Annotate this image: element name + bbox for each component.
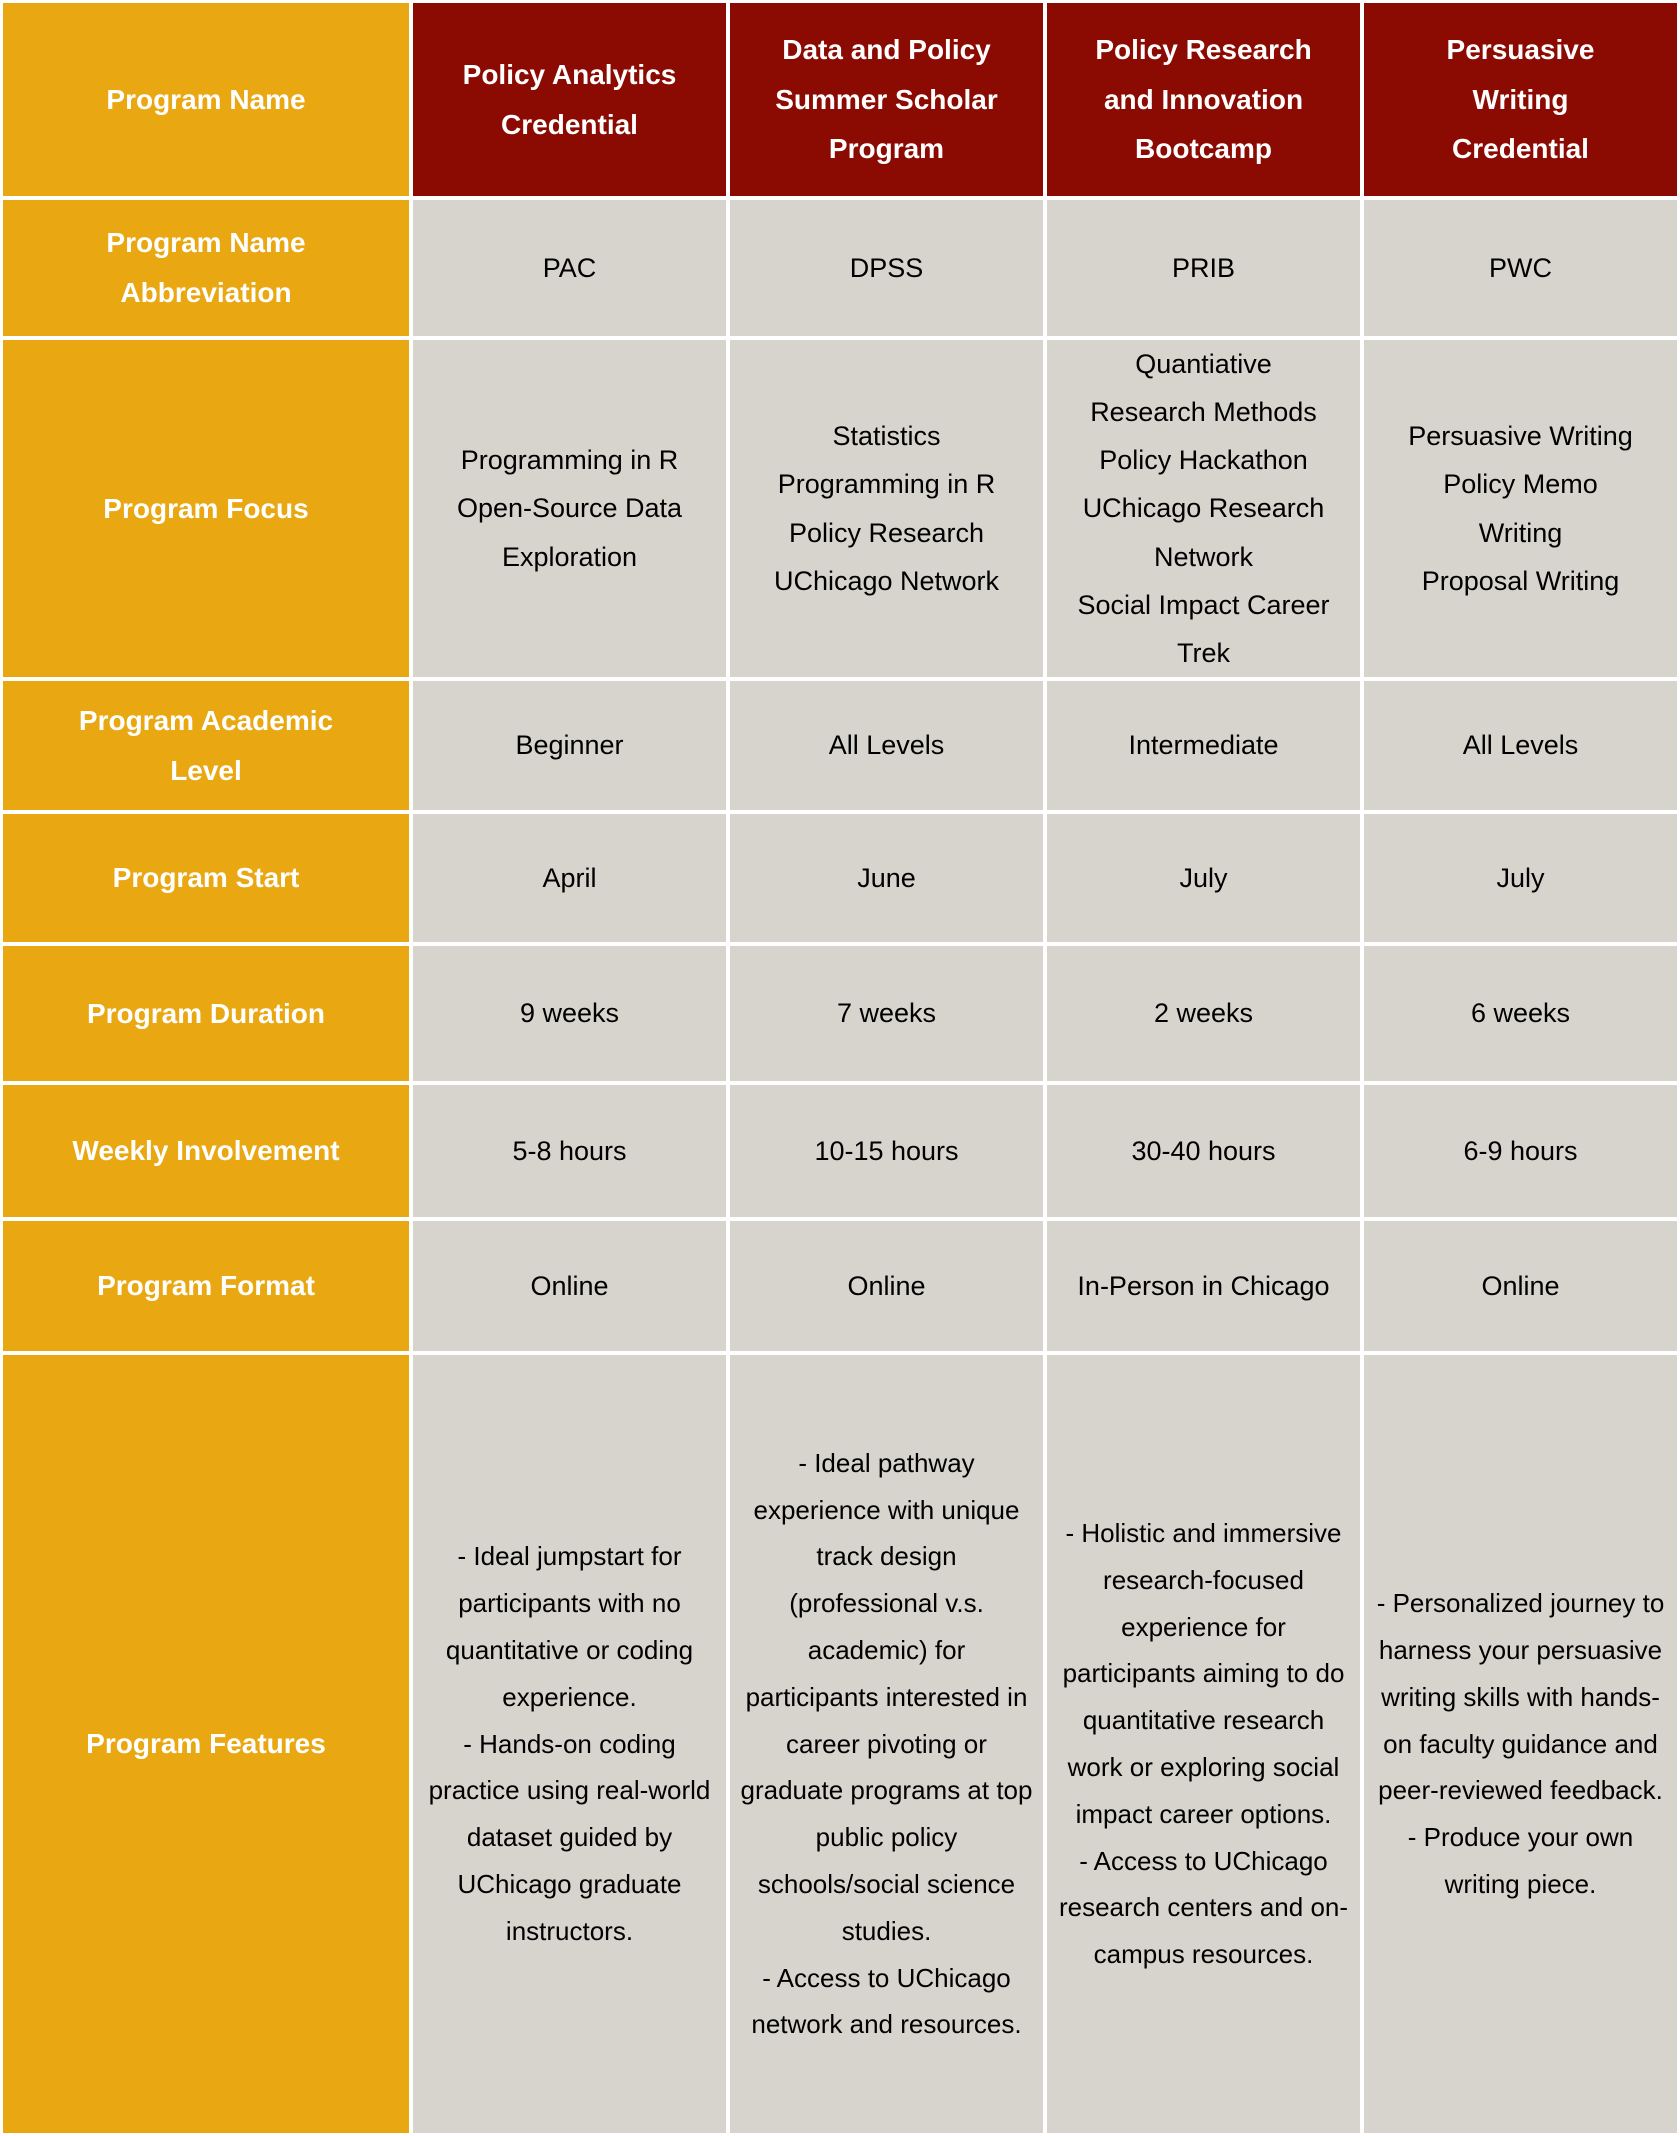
cell-text: Program Focus [103,492,309,524]
cell-text: Online [1481,1270,1560,1301]
cell-text: - Ideal pathway experience with unique track design (professional v.s. academic) for participants interested in career pivoting or graduate programs at top public policy schools/social science studies. [740,1447,1033,1946]
row-label [3,946,409,1081]
table-cell [1047,1221,1360,1351]
table-cell [1364,1085,1677,1217]
cell-text: 30-40 hours [1131,1135,1276,1166]
cell-text: April [542,862,597,893]
cell-text: Policy Memo [1443,469,1598,500]
cell-text: Trek [1177,637,1230,668]
header-program-name [730,3,1043,196]
table-cell [730,1221,1043,1351]
table-cell [730,681,1043,810]
cell-text: Writing [1472,83,1569,115]
header-program-name [1364,3,1677,196]
cell-text: In-Person in Chicago [1077,1270,1330,1301]
row-label [3,340,409,677]
cell-text: Policy Research [1095,33,1312,65]
cell-text: 9 weeks [519,998,620,1029]
cell-text: Intermediate [1128,730,1279,761]
cell-text: - Hands-on coding practice using real-world dataset guided by UChicago graduate instructors. [428,1728,711,1946]
table-cell [1047,681,1360,810]
cell-text: Program Start [112,862,300,894]
cell-text: Exploration [501,541,638,572]
cell-text: Abbreviation [120,277,292,308]
row-label [3,1355,409,2133]
table-cell [413,1355,726,2133]
table-cell [413,200,726,336]
cell-text: PAC [542,252,597,283]
table-cell [1364,340,1677,677]
table-cell [730,200,1043,336]
cell-text: Quantiative [1135,349,1272,380]
cell-text: July [1179,862,1228,893]
cell-text: Online [530,1270,609,1301]
cell-text: Weekly Involvement [72,1135,340,1167]
table-cell [1364,1355,1677,2133]
cell-text: - Access to UChicago network and resources. [751,1962,1022,2040]
cell-text: Bootcamp [1135,133,1272,165]
table-cell [413,340,726,677]
row-label [3,200,409,336]
cell-text: 10-15 hours [814,1135,959,1166]
cell-text: Beginner [515,730,624,761]
table-cell [413,1085,726,1217]
cell-text: - Ideal jumpstart for participants with no quantitative or coding experience. [445,1541,694,1712]
header-program-name [413,3,726,196]
table-cell [730,1085,1043,1217]
cell-text: Credential [1452,133,1589,165]
cell-text: July [1496,862,1545,893]
cell-text: UChicago Network [773,565,1000,596]
cell-text: Program Academic [78,704,334,736]
table-cell [1364,681,1677,810]
cell-text: 5-8 hours [512,1135,627,1166]
cell-text: 7 weeks [836,998,937,1029]
cell-text: Network [1153,541,1254,572]
cell-text: Program [828,133,945,165]
cell-text: Social Impact Career [1077,589,1330,620]
cell-text: PWC [1489,252,1552,283]
cell-text: and Innovation [1103,83,1304,115]
cell-text: Policy Research [788,517,985,548]
cell-text: 6 weeks [1470,998,1571,1029]
table-cell [1047,200,1360,336]
cell-text: All Levels [1462,730,1579,761]
table-cell [1047,340,1360,677]
table-cell [413,814,726,942]
cell-text: Persuasive [1446,33,1595,65]
table-cell [1047,814,1360,942]
row-label [3,1085,409,1217]
cell-text: - Holistic and immersive research-focused experience for participants aiming to do quantitative research work or exploring social impact career options. [1062,1518,1345,1829]
cell-text: Credential [501,108,638,140]
table-cell [730,814,1043,942]
cell-text: Policy Analytics [462,58,677,90]
cell-text: Level [170,754,242,786]
cell-text: Policy Hackathon [1099,445,1308,476]
cell-text: Program Format [97,1270,315,1302]
cell-text: Program Name [106,83,306,115]
cell-text: Persuasive Writing [1408,421,1633,452]
table-cell [1364,946,1677,1081]
table-cell [1047,946,1360,1081]
table-cell [730,1355,1043,2133]
header-row-label [3,3,409,196]
cell-text: Programming in R [777,469,996,500]
table-cell [730,340,1043,677]
table-cell [1047,1085,1360,1217]
cell-text: 6-9 hours [1463,1135,1578,1166]
table-cell [1364,1221,1677,1351]
row-label [3,814,409,942]
table-cell [413,1221,726,1351]
cell-text: PRIB [1171,252,1236,283]
cell-text: Programming in R [460,445,679,476]
cell-text: Open-Source Data [456,493,683,524]
table-cell [413,681,726,810]
cell-text: June [857,862,916,893]
table-cell [1047,1355,1360,2133]
table-cell [1364,814,1677,942]
cell-text: Program Duration [86,997,326,1029]
row-label [3,681,409,810]
cell-text: - Produce your own writing piece. [1407,1822,1634,1899]
cell-text: 2 weeks [1153,998,1254,1029]
cell-text: - Access to UChicago research centers and on-campus resources. [1058,1845,1349,1970]
cell-text: DPSS [849,252,924,283]
cell-text: Statistics [832,421,941,452]
cell-text: Research Methods [1090,397,1317,428]
cell-text: Summer Scholar [775,83,998,115]
cell-text: Online [847,1270,926,1301]
table-cell [413,946,726,1081]
cell-text: All Levels [828,730,945,761]
cell-text: Writing [1478,517,1563,548]
cell-text: Data and Policy [782,33,991,65]
table-cell [730,946,1043,1081]
cell-text: Program Features [86,1728,326,1760]
header-program-name [1047,3,1360,196]
cell-text: Proposal Writing [1421,565,1620,596]
cell-text: UChicago Research [1082,493,1325,524]
table-cell [1364,200,1677,336]
row-label [3,1221,409,1351]
cell-text: Program Name [106,227,306,259]
cell-text: - Personalized journey to harness your persuasive writing skills with hands-on faculty guidance and peer-reviewed feedback. [1376,1588,1665,1806]
